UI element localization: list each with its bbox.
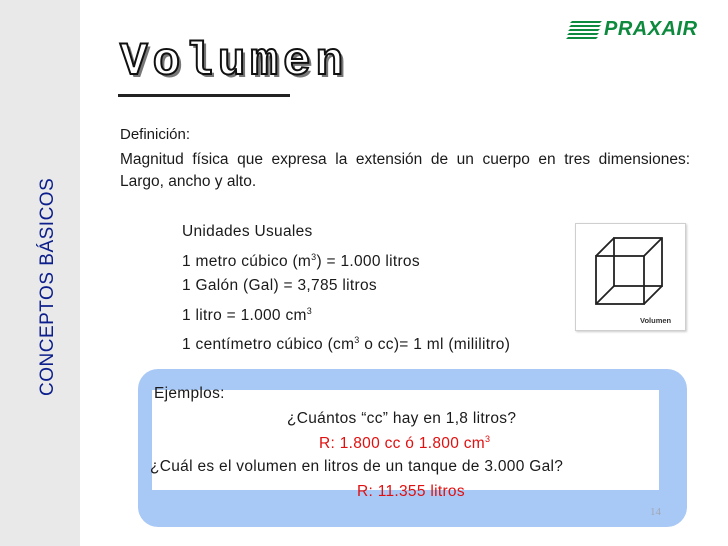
unit-line-4: 1 centímetro cúbico ($cm^3$ o cc)= 1 ml (mililitro) bbox=[182, 335, 511, 354]
page-number: 14 bbox=[650, 506, 661, 518]
definition-text: Magnitud física que expresa la extensión de un cuerpo en tres dimensiones: Largo, ancho y alto. bbox=[120, 151, 690, 190]
cube-image bbox=[575, 223, 686, 331]
cube-icon bbox=[576, 224, 685, 330]
definition-heading: Definición: bbox=[120, 126, 191, 143]
examples-heading: Ejemplos: bbox=[154, 385, 225, 402]
units-list bbox=[182, 220, 510, 358]
praxair-logo bbox=[566, 16, 716, 44]
units-heading: Unidades Usuales bbox=[182, 223, 313, 240]
answer-2: R: 11.355 litros bbox=[357, 483, 465, 500]
question-1: ¿Cuántos “cc” hay en 1,8 litros? bbox=[287, 410, 517, 427]
unit-line-2: 1 Galón (Gal) = 3,785 litros bbox=[182, 277, 377, 295]
page-title: Volumen bbox=[120, 36, 349, 88]
logo-stripes-icon bbox=[566, 21, 602, 39]
logo-text: PRAXAIR bbox=[604, 18, 698, 40]
examples-box bbox=[138, 369, 687, 527]
section-label: CONCEPTOS BÁSICOS bbox=[37, 177, 58, 396]
answer-1: R: 1.800 cc ó 1.800 $cm^3$ bbox=[319, 434, 491, 453]
title-underline bbox=[118, 94, 290, 97]
question-2: ¿Cuál es el volumen en litros de un tanque de 3.000 Gal? bbox=[150, 458, 564, 475]
unit-line-1: 1 metro cúbico $(m^3) = 1.000$ litros bbox=[182, 251, 420, 270]
cube-caption: Volumen bbox=[640, 316, 672, 325]
unit-line-3: 1 litro = 1.000 $cm^3$ bbox=[182, 305, 313, 324]
